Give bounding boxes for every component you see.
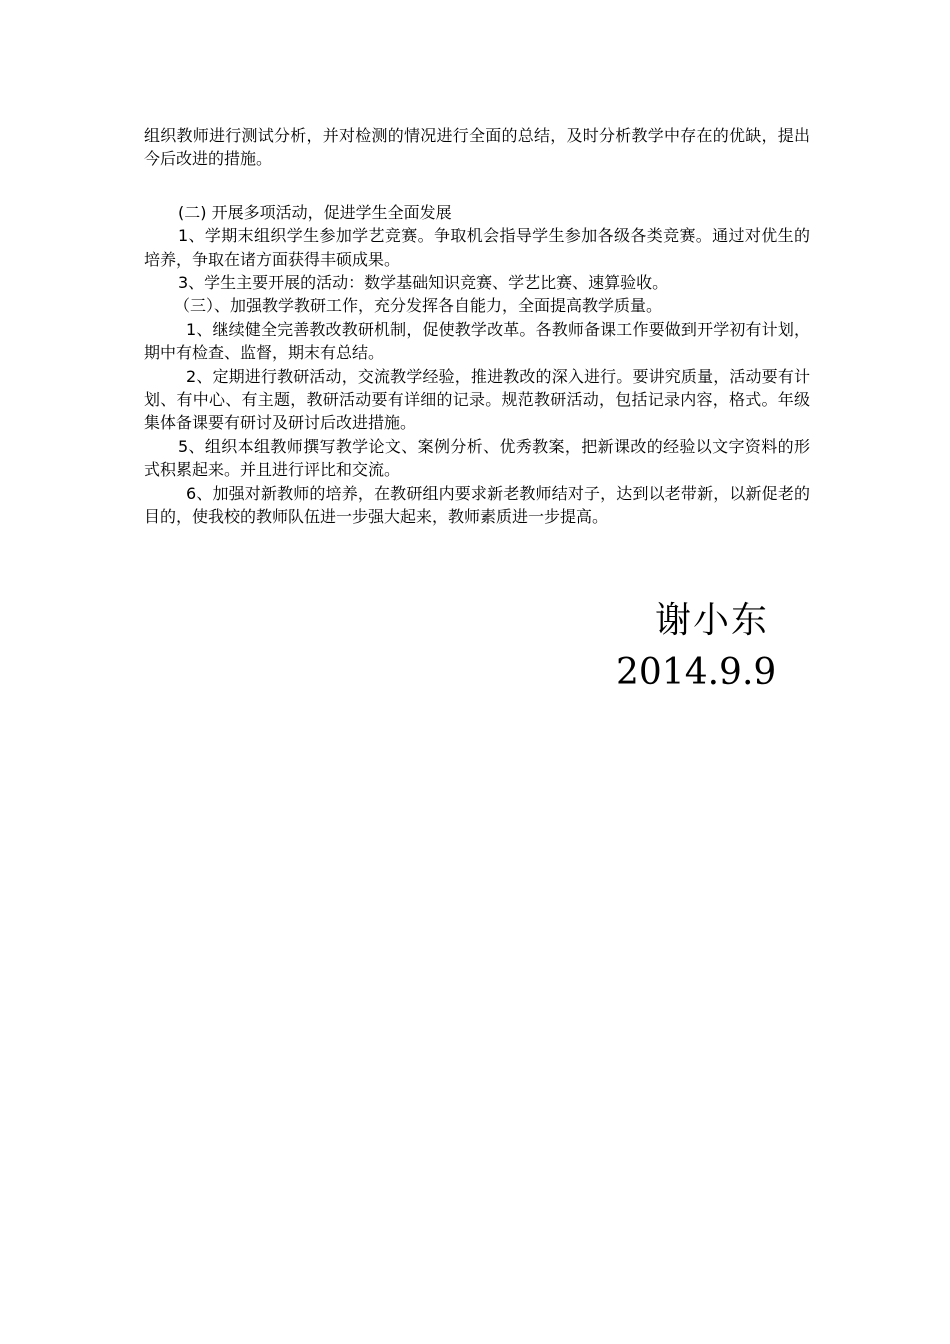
signature-date: 2014.9.9 bbox=[616, 652, 777, 693]
section3-item-2: 2、定期进行教研活动，交流教学经验，推进教改的深入进行。要讲究质量，活动要有计划、有中心、有主题，教研活动要有详细的记录。规范教研活动，包括记录内容，格式。年级集体备课要有研讨及研讨后改进措施。 bbox=[144, 366, 810, 433]
section3-heading: （三）、加强教学教研工作，充分发挥各自能力，全面提高教学质量。 bbox=[174, 296, 663, 316]
section2-item-1: 1、学期末组织学生参加学艺竞赛。争取机会指导学生参加各级各类竞赛。通过对优生的培养，争取在诸方面获得丰硕成果。 bbox=[144, 226, 810, 269]
paragraph-spacer bbox=[144, 171, 810, 201]
section3-item-5: 5、组织本组教师撰写教学论文、案例分析、优秀教案，把新课改的经验以文字资料的形式积累起来。并且进行评比和交流。 bbox=[144, 436, 810, 480]
document-body bbox=[144, 124, 810, 529]
section2-item-3: 3、学生主要开展的活动：数学基础知识竞赛、学艺比赛、速算验收。 bbox=[178, 273, 669, 293]
section2-heading: (二) 开展多项活动，促进学生全面发展 bbox=[178, 202, 452, 222]
section3-item-6: 6、加强对新教师的培养，在教研组内要求新老教师结对子，达到以老带新，以新促老的目的，使我校的教师队伍进一步强大起来，教师素质进一步提高。 bbox=[144, 483, 810, 527]
intro-paragraph: 组织教师进行测试分析，并对检测的情况进行全面的总结，及时分析教学中存在的优缺，提出今后改进的措施。 bbox=[144, 126, 810, 169]
section3-item-1: 1、继续健全完善教改教研机制，促使教学改革。各教师备课工作要做到开学初有计划，期中有检查、监督，期末有总结。 bbox=[144, 319, 810, 363]
signature-name: 谢小东 bbox=[655, 600, 770, 641]
